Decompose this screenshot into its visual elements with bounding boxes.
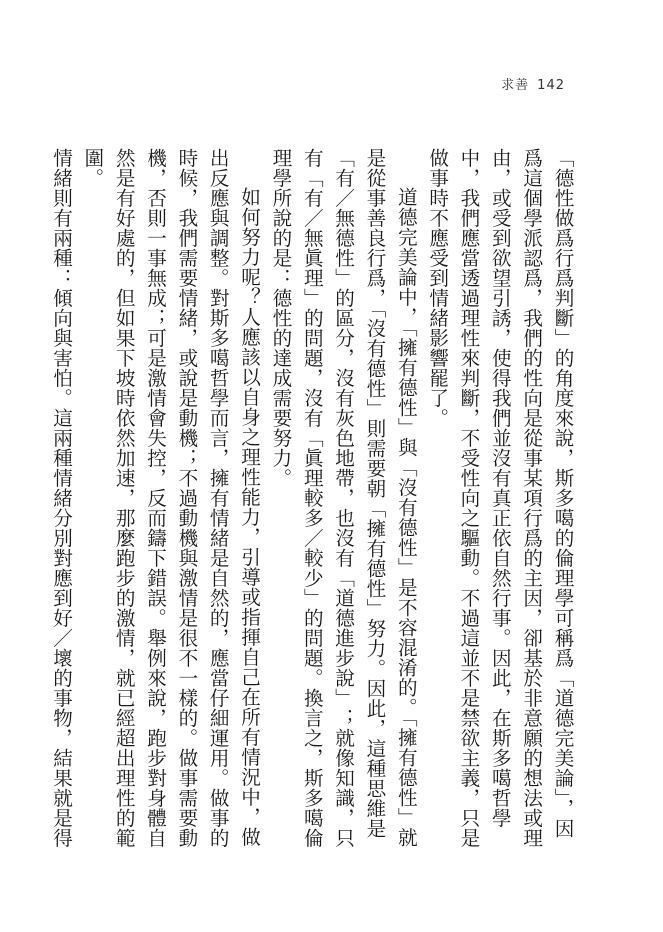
running-head	[501, 74, 565, 93]
paragraph-1: 「德性做爲行爲判斷」的角度來說，斯多噶的倫理學可稱爲「道德完美論」，因爲這個學派認爲，我們的性向是從事某項行爲的主因，卻基於非意願的想法或理由，或受到欲望引誘，使得我們並沒有真正依自然行事。因此，在斯多噶哲學中，我們應當透過理性來判斷，不受性向之驅動。不過這並不是禁欲主義，只是做事時不應受到情緒影響罷了。	[425, 148, 574, 848]
paragraph-2: 道德完美論中，「擁有德性」與「沒有德性」是不容混淆的。「擁有德性」就是從事善良行爲，「沒有德性」則需要朝「擁有德性」努力。因此，這種思維是「有／無德性」的區分，沒有灰色地帶，也沒有「道德進步說」；就像知識，只有「有／無眞理」的問題，沒有「眞理較多／較少」的問題。換言之，斯多噶倫理學所說的是：德性的達成需要努力。	[268, 148, 418, 848]
book-title: 求善	[501, 78, 530, 93]
page-number: 142	[537, 78, 565, 93]
vertical-body-text	[49, 148, 578, 850]
paragraph-4: 情緒則有兩種：傾向與害怕。這兩種情緒分別對應到好／壞的事物，結果就是得	[49, 148, 73, 848]
paragraph-3: 如何努力呢？人應該以自身之理性能力，引導或指揮自己在所有情況中，做出反應與調整。對斯多噶哲學而言，擁有情緒是自然的，應當仔細運用。做事的時候，我們需要情緒，或說是動機；不過動機與激情是很不一樣的。做事需要動機，否則一事無成；可是激情會失控，反而鑄下錯誤。舉例來說，跑步對身體自然是有好處的，但如果下坡時依然加速，那麼跑步的激情，就已經超出理性的範圍。	[80, 148, 261, 848]
